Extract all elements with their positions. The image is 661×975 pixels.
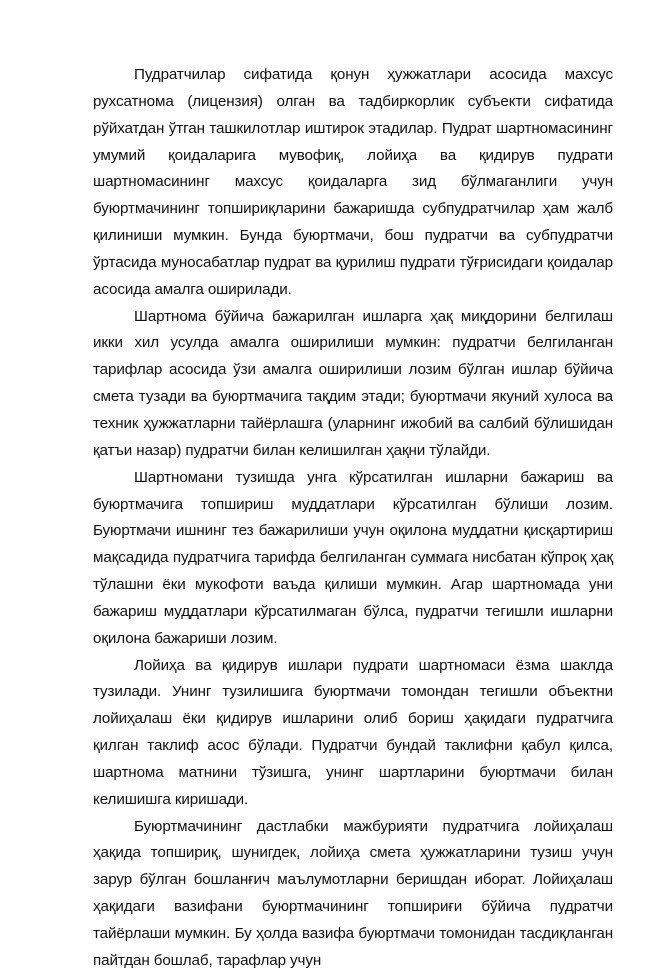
paragraph-1: Пудратчилар сифатида қонун ҳужжатлари асосида махсус рухсатнома (лицензия) олган ва тадбиркорлик субъекти сифатида рўйхатдан ўтган ташкилотлар иштирок этадилар. Пудрат шартномасининг умумий қоидаларига мувофиқ, лойиҳа ва қидирув пудрати шартномасининг махсус қоидаларга зид бўлмаганлиги учун буюртмачининг топшириқларини бажаришда субпудратчилар ҳам жалб қилиниши мумкин. Бунда буюртмачи, бош пудратчи ва субпудратчи ўртасида муносабатлар пудрат ва қурилиш пудрати тўғрисидаги қоидалар асосида амалга оширилади. [93,66,613,298]
paragraph-5: Буюртмачининг дастлабки мажбурияти пудратчига лойиҳалаш ҳақида топшириқ, шунигдек, лойиҳа смета ҳужжатларини тузиш учун зарур бўлган бошланғич маълумотларни беришдан иборат. Лойиҳалаш ҳақидаги вазифани буюртмачининг топшириғи бўйича пудратчи тайёрлаши мумкин. Бу ҳолда вазифа буюртмачи томонидан тасдиқланган пайтдан бошлаб, тарафлар учун [93,817,613,969]
paragraph-2: Шартнома бўйича бажарилган ишларга ҳақ миқдорини белгилаш икки хил усулда амалга оширилиши мумкин: пудратчи белгиланган тарифлар асосида ўзи амалга оширилиши лозим бўлган ишлар бўйича смета тузади ва буюртмачига тақдим этади; буюртмачи якуний хулоса ва техник ҳужжатларни тайёрлашга (уларнинг ижобий ва салбий бўлишидан қатъи назар) пудратчи билан келишилган ҳақни тўлайди. [93,307,613,459]
paragraph-4: Лойиҳа ва қидирув ишлари пудрати шартномаси ёзма шаклда тузилади. Унинг тузилишига буюртмачи томондан тегишли объектни лойиҳалаш ёки қидирув ишларини олиб бориш ҳақидаги пудратчига қилган таклиф асос бўлади. Пудратчи бундай таклифни қабул қилса, шартнома матнини тўзишга, унинг шартларини буюртмачи билан келишишга киришади. [93,656,613,808]
paragraph-3: Шартномани тузишда унга кўрсатилган ишларни бажариш ва буюртмачига топшириш муддатлари кўрсатилган бўлиши лозим. Буюртмачи ишнинг тез бажарилиши учун оқилона муддатни қисқартириш мақсадида пудратчига тарифда белгиланган суммага нисбатан кўпроқ ҳақ тўлашни ёки мукофоти ваъда қилиши мумкин. Агар шартномада уни бажариш муддатлари кўрсатилмаган бўлса, пудратчи тегишли ишларни оқилона бажариши лозим. [93,468,613,647]
document-page [93,62,613,975]
